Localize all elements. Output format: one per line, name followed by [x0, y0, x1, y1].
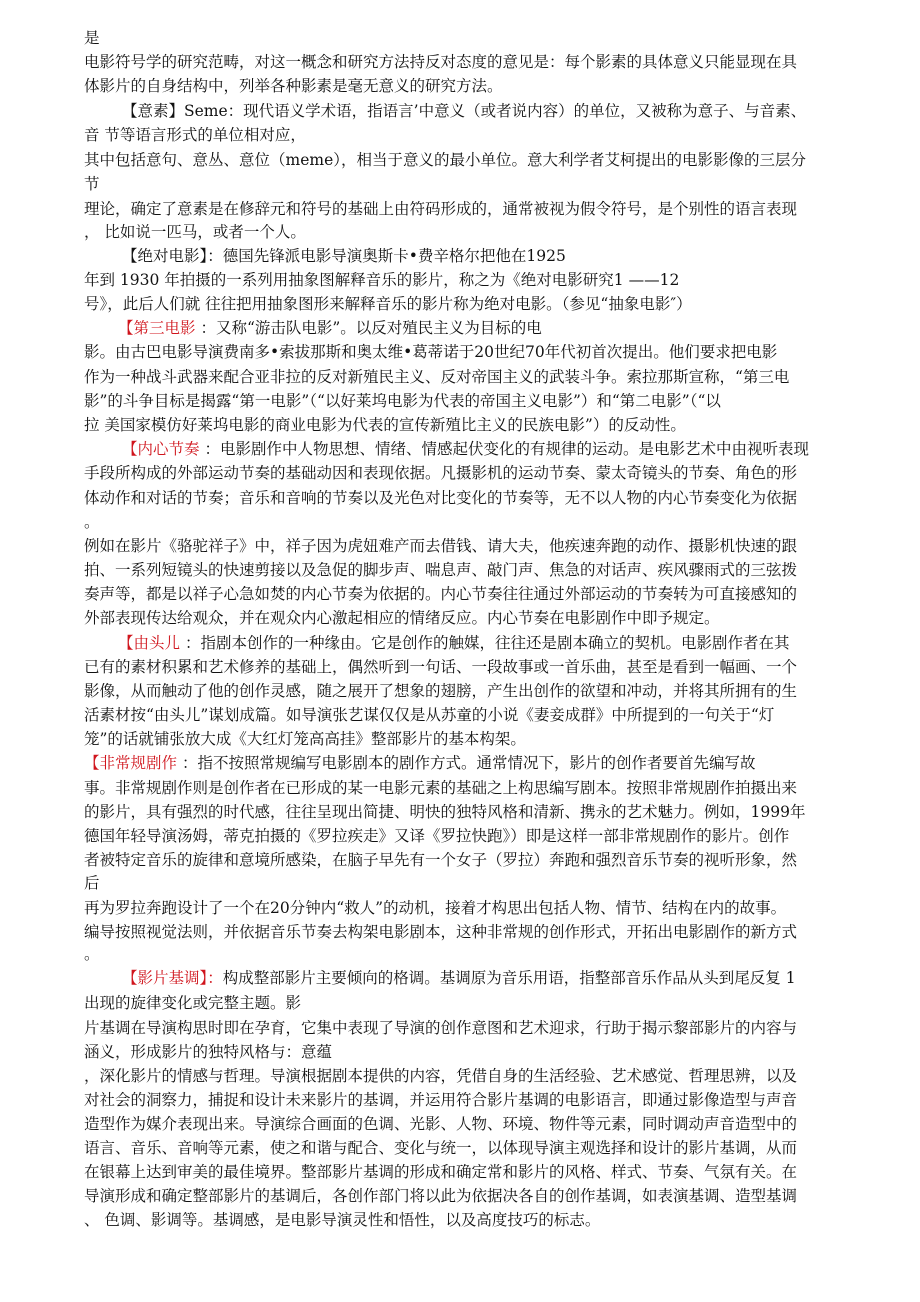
text-line: 号》，此后人们就 往往把用抽象图形来解释音乐的影片称为绝对电影。（参见“抽象电影″）	[84, 295, 692, 313]
term-heading: 【影片基调】：	[122, 969, 223, 987]
text-line: 其中包括意句、意丛、意位（meme），相当于意义的最小单位。意大利学者艾柯提出的电影影像的三层分	[84, 151, 806, 169]
text-line: ：指剧本创作的一种缘由。它是创作的触媒，往往还是剧本确立的契机。电影剧作者在其	[180, 634, 790, 652]
text-line: 拍、一系列短镜头的快速剪接以及急促的脚步声、喘息声、敲门声、焦急的对话声、疾风骤雨式的三弦拨	[84, 561, 798, 579]
entry-youtouer	[84, 633, 878, 653]
entry-yisu	[84, 101, 882, 121]
text-line: 作为一种战斗武器来配合亚非拉的反对新殖民主义、反对帝国主义的武装斗争。索拉那斯宣称，“第三电	[84, 368, 790, 386]
text-line: 的影片，具有强烈的时代感，往往呈现出简捷、明快的独特风格和清新、携永的艺术魅力。例如，1999年	[84, 803, 806, 821]
text-line: 外部表现传达给观众，并在观众内心激起相应的情绪反应。内心节奏在电影剧作中即予规定。	[84, 609, 720, 627]
text-line: 者被特定音乐的旋律和意境所感染，在脑子早先有一个女子（罗拉）奔跑和强烈音乐节奏的视听形象，然	[84, 851, 798, 869]
text-line: 。	[84, 513, 100, 531]
text-line: 涵义，形成影片的独特风格与：意蕴	[84, 1043, 333, 1061]
text-line: 。	[84, 945, 100, 963]
text-line: 对社会的洞察力，捕捉和设计未来影片的基调，并运用符合影片基调的电影语言，即通过影像造型与声音	[84, 1091, 798, 1109]
text-line: 节	[84, 175, 100, 193]
term-heading: 【非常规剧作	[84, 754, 178, 772]
text-line: ， 比如说一匹马，或者一个人。	[84, 223, 306, 241]
text-line: 影。由古巴电影导演费南多•索拔那斯和奥太维•葛蒂诺于20世纪70年代初首次提出。他们要求把电影	[84, 343, 778, 361]
text-line: 是	[84, 29, 100, 47]
text-line: 奏声等，都是以祥子心急如焚的内心节奏为依据的。内心节奏往往通过外部运动的节奏转为可直接感知的	[84, 585, 798, 603]
text-line: 语言、音乐、音响等元素，使之和谐与配合、变化与统一，以体现导演主观选择和设计的影片基调，从而	[84, 1139, 798, 1157]
text-line: 编导按照视觉法则，并依据音乐节奏去构架电影剧本，这种非常规的创作形式，开拓出电影剧作的新方式	[84, 923, 798, 941]
text-line: 例如在影片《骆驼祥子》中，祥子因为虎妞难产而去借钱、请大夫，他疾速奔跑的动作、摄影机快速的跟	[84, 537, 798, 555]
text-line: ，深化影片的情感与哲理。导演根据剧本提供的内容，凭借自身的生活经验、艺术感觉、哲理思辨，以及	[84, 1067, 798, 1085]
text-line: 事。非常规剧作则是创作者在已形成的某一电影元素的基础之上构思编写剧本。按照非常规剧作拍摄出来	[84, 779, 798, 797]
text-line: 电影符号学的研究范畴，对这一概念和研究方法持反对态度的意见是：每个影素的具体意义只能显现在具	[84, 53, 798, 71]
text-line: 已有的素材积累和艺术修养的基础上，偶然听到一句话、一段故事或一首乐曲，甚至是看到一幅画、一个	[84, 658, 798, 676]
entry-inner-rhythm	[84, 439, 882, 459]
text-line: Seme：现代语义学术语，指语言’中意义（或者说内容）的单位，又被称为意子、与音素、	[184, 102, 807, 120]
text-line: 导演形成和确定整部影片的基调后，各创作部门将以此为依据决各自的创作基调，如表演基调、造型基调	[84, 1187, 798, 1205]
text-line: 、 色调、影调等。基调感，是电影导演灵性和悟性，以及高度技巧的标志。	[84, 1211, 601, 1229]
text-line: 再为罗拉奔跑设计了一个在20分钟内“救人”的动机，接着才构思出包括人物、情节、结构在内的故事。	[84, 899, 787, 917]
term-heading: 【内心节奏	[122, 440, 200, 458]
text-line: ：指不按照常规编写电影剧本的剧作方式。通常情况下，影片的创作者要首先编写故	[177, 754, 756, 772]
entry-unconventional-script	[84, 753, 844, 773]
text-line: 德国年轻导演汤姆，蒂克拍摄的《罗拉疾走》又译《罗拉快跑》）即是这样一部非常规剧作的影片。创作	[84, 827, 790, 845]
term-heading: 【意素】	[122, 102, 185, 120]
entry-third-cinema	[84, 318, 878, 338]
term-heading: 【绝对电影】	[122, 247, 208, 265]
text-line: 拉 美国家模仿好莱坞电影的商业电影为代表的宣传新殖比主义的民族电影”）的反动性。	[84, 416, 686, 434]
text-line: 影”的斗争目标是揭露“第一电影”（“以好莱坞电影为代表的帝国主义电影”）和“第二电影”（“以	[84, 392, 721, 410]
text-line: ：又称“游击队电影”。以反对殖民主义为目标的电	[195, 319, 542, 337]
text-line: 音 节等语言形式的单位相对应，	[84, 126, 306, 144]
text-line: 构成整部影片主要倾向的格调。基调原为音乐用语，指整部音乐作品从头到尾反复 1	[222, 969, 796, 987]
text-line: 理论，确定了意素是在修辞元和符号的基础上由符码形成的，通常被视为假令符号，是个别性的语言表现	[84, 200, 798, 218]
text-line: 笼”的话就铺张放大成《大红灯笼高高挂》整部影片的基本构架。	[84, 730, 526, 748]
text-line: 手段所构成的外部运动节奏的基础动因和表现依据。凡摄影机的运动节奏、蒙太奇镜头的节奏、角色的形	[84, 464, 798, 482]
text-line: 体动作和对话的节奏；音乐和音响的节奏以及光色对比变化的节奏等，无不以人物的内心节奏变化为依据	[84, 489, 798, 507]
text-line: 片基调在导演构思时即在孕育，它集中表现了导演的创作意图和艺术迎求，行助于揭示黎部影片的内容与	[84, 1019, 798, 1037]
text-line: 活素材按“由头儿”谋划成篇。如导演张艺谋仅仅是从苏童的小说《妻妾成群》中所提到的一句关于“灯	[84, 706, 775, 724]
entry-film-keynote	[84, 968, 882, 988]
term-heading: 【第三电影	[118, 319, 196, 337]
text-line: ：电影剧作中人物思想、情绪、情感起伏变化的有规律的运动。是电影艺术中由视听表现	[199, 440, 809, 458]
text-line: 出现的旋律变化或完整主题。影	[84, 994, 302, 1012]
text-line: 后	[84, 874, 100, 892]
text-line: 造型作为媒介表现出来。导演综合画面的色调、光影、人物、环境、物件等元素，同时调动声音造型中的	[84, 1115, 798, 1133]
text-line: 年到 1930 年拍摄的一系列用抽象图解释音乐的影片，称之为《绝对电影研究1 ——12	[84, 271, 680, 289]
text-line: 影像，从而触动了他的创作灵感，随之展开了想象的翅膀，产生出创作的欲望和冲动，并将其所拥有的生	[84, 682, 798, 700]
text-line: 在银幕上达到审美的最佳境界。整部影片基调的形成和确定常和影片的风格、样式、节奏、气氛有关。在	[84, 1163, 798, 1181]
term-heading: 【由头儿	[118, 634, 181, 652]
text-line: 体影片的自身结构中，列举各种影素是毫无意义的研究方法。	[84, 77, 503, 95]
entry-absolute-film	[84, 246, 882, 266]
text-line: ：德国先锋派电影导演奥斯卡•费辛格尔把他在1925	[207, 247, 566, 265]
